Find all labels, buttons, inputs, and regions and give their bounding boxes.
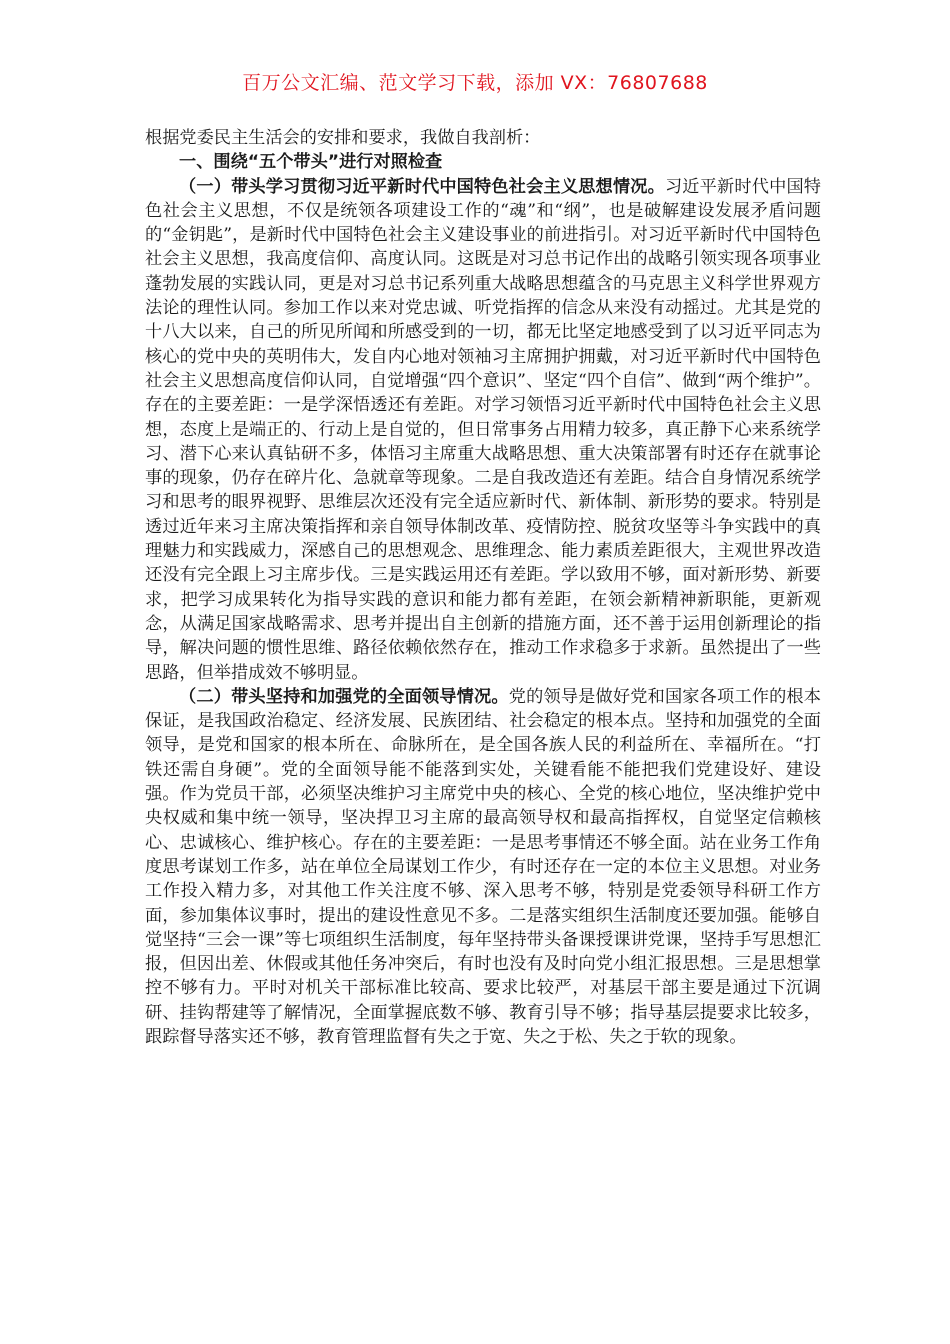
section-paragraph-1 [145,175,821,685]
section-heading-1: 一、围绕“五个带头”进行对照检查 [179,152,443,173]
section-title-2: （二）带头坚持和加强党的全面领导情况。 [179,686,509,707]
section-paragraph-2 [145,685,821,1049]
document-body [145,126,821,1049]
section-body-1: 习近平新时代中国特色社会主义思想，不仅是统领各项建设工作的“魂”和“纲”，也是破解建设发展矛盾问题的“金钥匙”，是新时代中国特色社会主义建设事业的前进指引。对习近平新时代中国特色社会主义思想，我高度信仰、高度认同。这既是对习总书记作出的战略引领实现各项事业蓬勃发展的实践认同，更是对习总书记系列重大战略思想蕴含的马克思主义科学世界观方法论的理性认同。参加工作以来对党忠诚、听党指挥的信念从来没有动摇过。尤其是党的十八大以来，自己的所见所闻和所感受到的一切，都无比坚定地感受到了以习近平同志为核心的党中央的英明伟大，发自内心地对领袖习主席拥护拥戴，对习近平新时代中国特色社会主义思想高度信仰认同，自觉增强“四个意识”、坚定“四个自信”、做到“两个维护”。存在的主要差距：一是学深悟透还有差距。对学习领悟习近平新时代中国特色社会主义思想，态度上是端正的、行动上是自觉的，但日常事务占用精力较多，真正静下心来系统学习、潜下心来认真钻研不多，体悟习主席重大战略思想、重大决策部署有时还存在就事论事的现象，仍存在碎片化、急就章等现象。二是自我改造还有差距。结合自身情况系统学习和思考的眼界视野、思维层次还没有完全适应新时代、新体制、新形势的要求。特别是透过近年来习主席决策指挥和亲自领导体制改革、疫情防控、脱贫攻坚等斗争实践中的真理魅力和实践威力，深感自己的思想观念、思维理念、能力素质差距很大，主观世界改造还没有完全跟上习主席步伐。三是实践运用还有差距。学以致用不够，面对新形势、新要求，把学习成果转化为指导实践的意识和能力都有差距，在领会新精神新职能，更新观念，从满足国家战略需求、思考并提出自主创新的措施方面，还不善于运用创新理论的指导，解决问题的惯性思维、路径依赖依然存在，推动工作求稳多于求新。虽然提出了一些思路，但举措成效不够明显。 [145,176,821,683]
section-title-1: （一）带头学习贯彻习近平新时代中国特色社会主义思想情况。 [179,176,665,197]
section-body-2: 党的领导是做好党和国家各项工作的根本保证，是我国政治稳定、经济发展、民族团结、社会稳定的根本点。坚持和加强党的全面领导，是党和国家的根本所在、命脉所在，是全国各族人民的利益所在、幸福所在。“打铁还需自身硬”。党的全面领导能不能落到实处，关键看能不能把我们党建设好、建设强。作为党员干部，必须坚决维护习主席党中央的核心、全党的核心地位，坚决维护党中央权威和集中统一领导，坚决捍卫习主席的最高领导权和最高指挥权，自觉坚定信赖核心、忠诚核心、维护核心。存在的主要差距：一是思考事情还不够全面。站在业务工作角度思考谋划工作多，站在单位全局谋划工作少，有时还存在一定的本位主义思想。对业务工作投入精力多，对其他工作关注度不够、深入思考不够，特别是党委领导科研工作方面，参加集体议事时，提出的建设性意见不多。二是落实组织生活制度还要加强。能够自觉坚持“三会一课”等七项组织生活制度，每年坚持带头备课授课讲党课，坚持手写思想汇报，但因出差、休假或其他任务冲突后，有时也没有及时向党小组汇报思想。三是思想掌控不够有力。平时对机关干部标准比较高、要求比较严，对基层干部主要是通过下沉调研、挂钩帮建等了解情况，全面掌握底数不够、教育引导不够；指导基层提要求比较多，跟踪督导落实还不够，教育管理监督有失之于宽、失之于松、失之于软的现象。 [145,686,821,1047]
header-banner: 百万公文汇编、范文学习下载，添加 VX：76807688 [242,72,708,94]
intro-paragraph: 根据党委民主生活会的安排和要求，我做自我剖析： [145,128,541,148]
